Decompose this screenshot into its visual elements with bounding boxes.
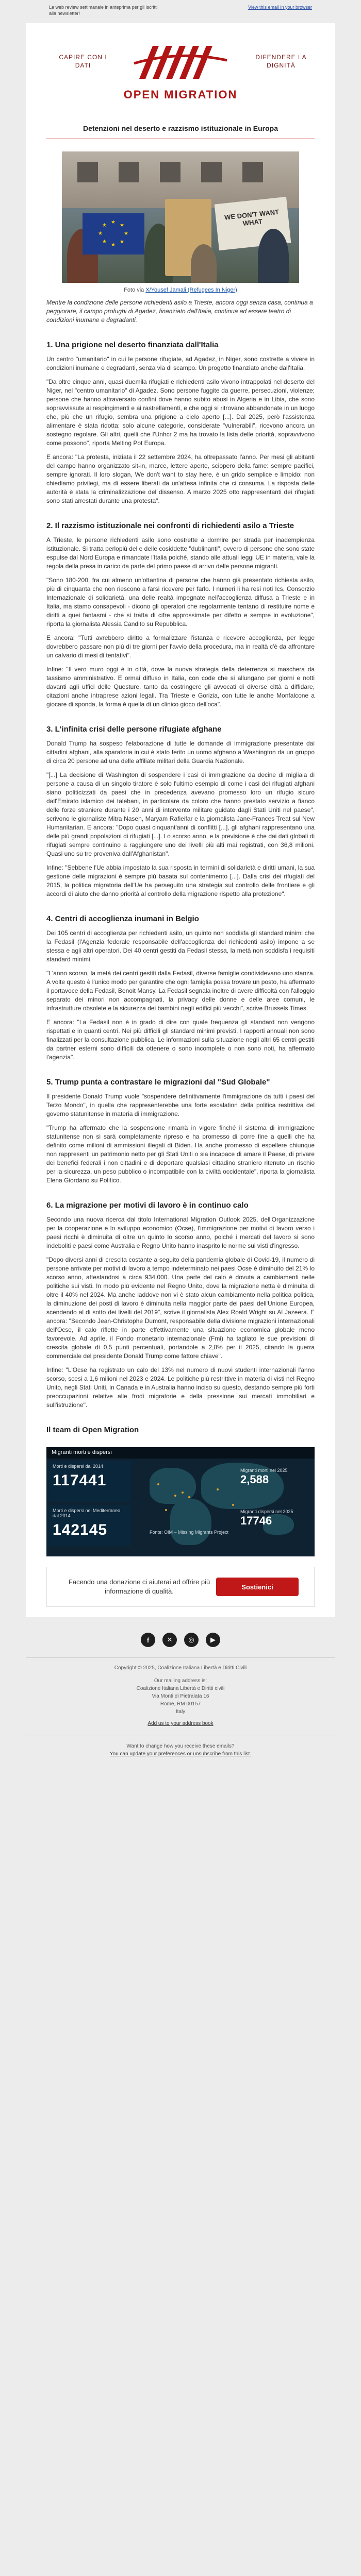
stat-value: 142145 — [53, 1521, 108, 1538]
paragraph: Infine: "Sebbene l'Ue abbia impostato la sua risposta in termini di solidarietà e diritti umani, la sua gestione delle migrazioni è sempre più basata sul contenimento [...]. Dalla crisi dei rifugiati del 2015, la politica migratoria dell'Ue ha perseguito una strategia sul controllo delle frontiere e gli accordi di aiuto che danno priorità al controllo della migrazione rispetto alla protezione". — [46, 864, 315, 897]
stat-mediterranean — [48, 1505, 131, 1546]
hero-window — [119, 162, 139, 182]
facebook-icon[interactable]: f — [141, 1633, 155, 1647]
masthead — [26, 23, 335, 111]
view-in-browser-link[interactable]: View this email in your browser — [248, 5, 312, 10]
donate-button[interactable]: Sostienici — [216, 1578, 299, 1596]
change-preferences-text: Want to change how you receive these emails? — [126, 1743, 235, 1749]
hero-window — [201, 162, 222, 182]
x-twitter-icon[interactable]: ✕ — [162, 1633, 177, 1647]
address-line: Italy — [175, 1709, 186, 1715]
section-title: 4. Centri di accoglienza inumani in Belgio — [46, 914, 199, 923]
paragraph: "Sono 180-200, fra cui almeno un'ottantina di persone che hanno già presentato richiesta asilo, più di cinquanta che non riescono a farsi ricevere per farlo. I numeri li ha resi noti Ics, Consorzio Internazionale di solidarietà, una delle realtà impegnate nell'accoglienza diffusa a Trieste e in Italia, ma stamo consapevoli - dicono gli operatori che regolarmente tentano di restituire nome e diritti a quei fantasmi - che si tratta di cifre approssimate per difetto e sempre in evoluzione", riporta la giornalista Alessia Candito su Repubblica. — [46, 577, 315, 628]
hero-person — [191, 244, 217, 283]
intro-paragraph: Mentre la condizione delle persone richiedenti asilo a Trieste, ancora oggi senza casa, continua a peggiorare, il campo profughi di Agadez, finanziato dall'Italia, continua ad essere teatro di condizioni inumane e degradanti. — [46, 299, 313, 324]
hero-photo — [62, 151, 299, 283]
hero-window — [160, 162, 180, 182]
instagram-icon[interactable]: ◎ — [184, 1633, 199, 1647]
incident-dot — [157, 1483, 159, 1485]
mailing-label: Our mailing address is: — [154, 1678, 207, 1684]
hero-window — [77, 162, 98, 182]
protest-sign: WE DON'T WANT WHAT — [215, 197, 291, 250]
stat-label: Morti e dispersi dal 2014 — [53, 1464, 104, 1469]
paragraph: Il presidente Donald Trump vuole "sospendere definitivamente l'immigrazione da tutti i paesi del Terzo Mondo", in quella che rappresenterebbe una forte escalation della politica restrittiva del governo statunitense in materia di immigrazione. — [46, 1093, 315, 1117]
footer — [26, 1657, 335, 1758]
preferences-unsubscribe-link[interactable]: You can update your preferences or unsubscribe from this list. — [109, 1751, 252, 1757]
paragraph: E ancora: "La protesta, iniziata il 22 settembre 2024, ha oltrepassato l'anno. Per mesi gli abitanti del campo hanno organizzato sit-in, marce, lettere aperte, sciopero della fame: sempre pacifici, sempre ignorati. Il loro slogan, We don't want to stay here, è un grido semplice e limpido: non chiediamo privilegi, ma di essere liberati da un'attesa infinita che ci consuma. La risposta delle autorità è stata la criminalizzazione del dissenso. A marzo 2025 otto rappresentanti dei rifugiati sono stati arrestati durante una protesta". — [46, 453, 315, 504]
youtube-icon[interactable]: ▶ — [206, 1633, 220, 1647]
section-body — [46, 1092, 315, 1185]
paragraph: "L'anno scorso, la metà dei centri gestiti dalla Fedasil, diverse famiglie condividevano uno stanza. A volte questo è l'unico modo per garantire che ogni famiglia possa trovare un posto, ha affermato il portavoce della Fedasil, Benoit Mansy. La Fedasil segnala inoltre di avere difficoltà con l'alloggio separato dei minori non accompagnati, la privacy delle donne e delle aree comuni, le infrastrutture obsolete e la sicurezza dei bambini negli edifici più vecchi", scrive Brussels Times. — [46, 970, 315, 1012]
stat-label: Migranti morti nel 2025 — [240, 1468, 288, 1473]
paragraph: Infine: "Il vero muro oggi è in città, dove la nuova strategia della deterrenza si maschera da tassismo amministrativo. E ormai diffuso in Italia, con code che si allungano per giorni e notti davanti agli uffici delle Questure, tanto da costringere gli avvocati di diverse città a diffidare, citazioni anche intraprese azioni legali. Tra Trieste e Gorizia, con tutte le anche Monfalcone a giocare di sponda, la forma è quella di un clinico gioco dell'oca". — [46, 666, 315, 708]
paragraph: "Trump ha affermato che la sospensione rimarrà in vigore finché il sistema di immigrazione statunitense non si sarà completamente ripreso e ha promesso di porre fine a quelli che ha definito come milioni di ammissioni illegali di Biden. Ha anche promesso di espellere chiunque non rappresenti un patrimonio netto per gli Stati Uniti o sia incapace di amare il Paese, di privare dei benefici federali i non cittadini e di deportare qualsiasi cittadino straniero ritenuto un rischio per la sicurezza, un peso pubblico o incompatibile con la civiltà occidentale", riporta la giornalista Elena Giordano su Politico. — [46, 1124, 315, 1184]
section-title: 2. Il razzismo istituzionale nei confronti di richiedenti asilo a Trieste — [46, 521, 294, 530]
stat-dead-2025 — [240, 1468, 307, 1486]
incident-dot — [188, 1496, 190, 1498]
section-title: 6. La migrazione per motivi di lavoro è in continuo calo — [46, 1201, 249, 1210]
stat-value: 2,588 — [240, 1473, 269, 1486]
section-title: 5. Trump punta a contrastare le migrazioni dal "Sud Globale" — [46, 1078, 270, 1087]
migrants-map-banner[interactable] — [46, 1447, 315, 1556]
continent-shape — [170, 1499, 211, 1545]
paragraph: Infine: "L'Ocse ha registrato un calo del 13% nel numero di nuovi studenti internazionali l'anno scorso, scesi a 1,6 milioni nel 2023 e 2024. Le politiche più restrittive in materia di visti nel Regno Unito, negli Stati Uniti, in Canada e in Australia hanno inciso su questo, destando sempre più forti preoccupazioni relative alle frodi migratorie e della pressione sui mercati immobiliari e sull'istruzione". — [46, 1366, 315, 1409]
section-title: 3. L'infinita crisi delle persone rifugiate afghane — [46, 725, 222, 734]
incident-dot — [182, 1492, 184, 1494]
open-migration-logo[interactable]: OPEN MIGRATION — [123, 88, 238, 101]
stat-label: Morti e dispersi nel Mediterraneo dal 2014 — [53, 1508, 121, 1518]
caption-prefix: Foto via — [124, 287, 146, 293]
paragraph: "[...] La decisione di Washington di sospendere i casi di immigrazione da decine di migliaia di persone a causa di un singolo tiratore è solo l'ultimo esempio di come i casi dei rifugiati afghani siano politicizzati da paesi che in precedenza avevano promesso loro un rifugio sicuro dall'Emirato islamico dei talebani, in particolare da coloro che hanno prestato servizio a fianco delle forze straniere durante i 20 anni di intervento militare guidato dagli Stati Uniti nel paese", scrivono le giornaliste Mitra Naseh, Maryam Rafieifar e la giornalista Jane-Frances Treat sul New Humanitarian. E ancora: "Dopo quasi cinquant'anni di conflitti [...], gli afghani rappresentano una delle più grandi popolazioni di rifugiati [...]. Lo scorso anno, e la previsione è che dai dati globali di rifugiati sempre continuino a raggiungere uno dei livelli più alti mai registrati, con 36,8 milioni. Quasi uno su tre proveniva dall'Afghanistan". — [46, 771, 315, 857]
incident-dot — [217, 1488, 219, 1490]
preheader-text: La web review settimanale in anteprima per gli iscritti alla newsletter! — [49, 5, 158, 16]
paragraph: Secondo una nuova ricerca dal titolo International Migration Outlook 2025, dell'Organizzazione per la cooperazione e lo sviluppo economico (Ocse), l'immigrazione per motivi di lavoro verso i paesi ricchi è diminuita di oltre un quinto lo scorso anno, poiché i mercati del lavoro si sono indeboliti e paesi come Australia e Regno Unito hanno inasprito le norme sui visti d'ingresso. — [46, 1216, 315, 1249]
donation-box — [46, 1567, 315, 1607]
caption-source-link[interactable]: X/Yousef Jamali (Refugees In Niger) — [145, 287, 237, 293]
section-body — [46, 355, 315, 505]
paragraph: Dei 105 centri di accoglienza per richiedenti asilo, un quinto non soddisfa gli standard minimi che la Fedasil (l'Agenzia federale responsabile dell'accoglienza dei richiedenti asilo) impone a se stessa e agli altri operatori. Dei 40 centri gestiti da Fedasil stessa, la metà non soddisfa i requisiti standard minimi. — [46, 929, 315, 963]
newsletter-title: Detenzioni nel deserto e razzismo istituzionale in Europa — [46, 119, 315, 139]
eu-flag: ★ ★ ★ ★ ★ ★ ★ ★ — [83, 213, 144, 255]
email-card — [26, 22, 335, 1617]
section-title: 1. Una prigione nel deserto finanziata dall'Italia — [46, 341, 219, 349]
incident-dot — [232, 1504, 234, 1506]
stat-total — [48, 1461, 131, 1502]
paragraph: "Da oltre cinque anni, quasi duemila rifugiati e richiedenti asilo vivono intrappolati nel deserto del Niger, nel "centro umanitario" di Agadez. Sono persone fuggite da guerre, persecuzioni, violenze; persone che hanno attraversato confini dove hanno subito abusi in Algeria e in Libia, che sono sopravvissute ai respingimenti e ai rastrellamenti, e che oggi si ritrovano abbandonate in un luogo che, più che un rifugio, sembra una prigione a cielo aperto [...]. Dal 2025, però l'assistenza alimentare è stata ridotta: solo alcune categorie, considerate "vulnerabili", ricevono ancora un sostegno regolare. Gli altri, quelli che l'Unhcr 2 ma ha trovato la lista delle priorità, sopravvivono come possono", riporta Melting Pot Europa. — [46, 378, 315, 447]
footer-divider — [26, 1657, 335, 1658]
paragraph: Donald Trump ha sospeso l'elaborazione di tutte le domande di immigrazione presentate dai cittadini afghani, alla sparatoria in cui è stato ferito un uomo afghano a Washington da un gruppo di circa 20 persone ad una delle affiliate militari della Guardia Nazionale. — [46, 740, 315, 765]
paragraph: E ancora: "Tutti avrebbero diritto a formalizzare l'istanza e ricevere accoglienza, per legge dovrebbero passare non più di tre giorni per l'avvio della procedura, ma in realtà c'è da affrontare un calvario di mesi di tentativi". — [46, 634, 315, 659]
section-body — [46, 929, 315, 1062]
section-body — [46, 1215, 315, 1410]
hero-person — [258, 229, 289, 283]
stat-missing-2025 — [240, 1509, 307, 1528]
tagline-left: CAPIRE CON I DATI — [59, 54, 107, 69]
map-source: Fonte: OIM – Missing Migrants Project — [150, 1530, 229, 1535]
address-line: Via Monti di Pietralata 16 — [152, 1693, 209, 1699]
stat-value: 117441 — [53, 1472, 107, 1489]
copyright: Copyright © 2025, Coalizione Italiana Libertà e Diritti Civili — [114, 1665, 247, 1671]
incident-dot — [165, 1509, 167, 1511]
address-line: Rome, RM 00157 — [160, 1701, 201, 1707]
address-line: Coalizione Italiana Libertà e Diritti civili — [136, 1686, 225, 1691]
paragraph: E ancora: "La Fedasil non è in grado di dire con quale frequenza gli standard non vengono rispettati e in quanti centri. Nei più difficili gli standard minimi previsti. I rapporti annuali non sono finalizzati per la consultazione pubblica. Le informazioni sulla situazione negli altri 65 centri gestiti da partner esterni sono difficili da ottenere o sono incomplete o non sono noti, ha affermato l'agenzia". — [46, 1019, 315, 1061]
paragraph: "Dopo diversi anni di crescita costante a seguito della pandemia globale di Covid-19, il numero di persone arrivate per motivi di lavoro a tempo indeterminato nei paesi Ocse è diminuito del 21% lo scorso anno, attestandosi a circa 934.000. Una parte del calo è dovuta a cambiamenti nelle politiche sui visti. In modo più evidente nel Regno Unito, dove la migrazione netta è diminuita di oltre il 40% nel 2024. Ma anche laddove non vi è stato alcun cambiamento nella politica politica, la diminuzione dei posti di lavoro è diminuita nella maggior parte dei paesi dell'Unione Europea, scendendo al di sotto dei livelli del 2019", scrive il giornalista Alex Roald Wright su Al Jazeera. E ancora: "Secondo Jean-Christophe Dumont, responsabile della divisione migrazioni internazionali dell'Ocse, il calo riflette in parte effettivamente una situazione economica globale meno favorevole. Ad aprile, il Fondo monetario internazionale (Fmi) ha tagliato le sue previsioni di crescita globale di 0,5 punti percentuali, portandole a 2,8% per il 2025, citando la guerra commerciale del presidente Donald Trump come fattore chiave". — [46, 1256, 315, 1360]
section-body — [46, 536, 315, 709]
donation-text: Facendo una donazione ci aiuterai ad offrire più informazione di qualità. — [68, 1578, 210, 1595]
hero-window — [242, 162, 263, 182]
paragraph: A Trieste, le persone richiedenti asilo sono costrette a dormire per strada per inadempienza istituzionale. Si tratta perlopiù del e delle cosiddette "dublinanti", ovvero di persone che sono state espulse dal Nord Europa e rimandate l'Italia poiché, stando alle attuali leggi UE in materia, vale la regola della presa in carico da parte del primo paese di arrivo delle persone migranti. — [46, 536, 315, 570]
incident-dot — [174, 1495, 176, 1497]
paragraph: Un centro "umanitario" in cui le persone rifugiate, ad Agadez, in Niger, sono costrette a vivere in condizioni inumane e degradanti, senza via di scampo. Un progetto finanziato anche dall'Italia. — [46, 355, 315, 371]
preheader — [0, 0, 361, 19]
social-links — [0, 1633, 361, 1647]
tagline-right: DIFENDERE LA DIGNITÀ — [255, 54, 307, 69]
open-migration-logo-mark — [129, 43, 232, 82]
photo-caption — [26, 287, 335, 293]
stat-value: 17746 — [240, 1514, 272, 1527]
signature: Il team di Open Migration — [46, 1426, 139, 1434]
map-title: Migranti morti e dispersi — [46, 1447, 315, 1459]
stat-label: Migranti dispersi nel 2025 — [240, 1509, 293, 1514]
add-to-address-book-link[interactable]: Add us to your address book — [147, 1721, 214, 1726]
section-body — [46, 739, 315, 899]
